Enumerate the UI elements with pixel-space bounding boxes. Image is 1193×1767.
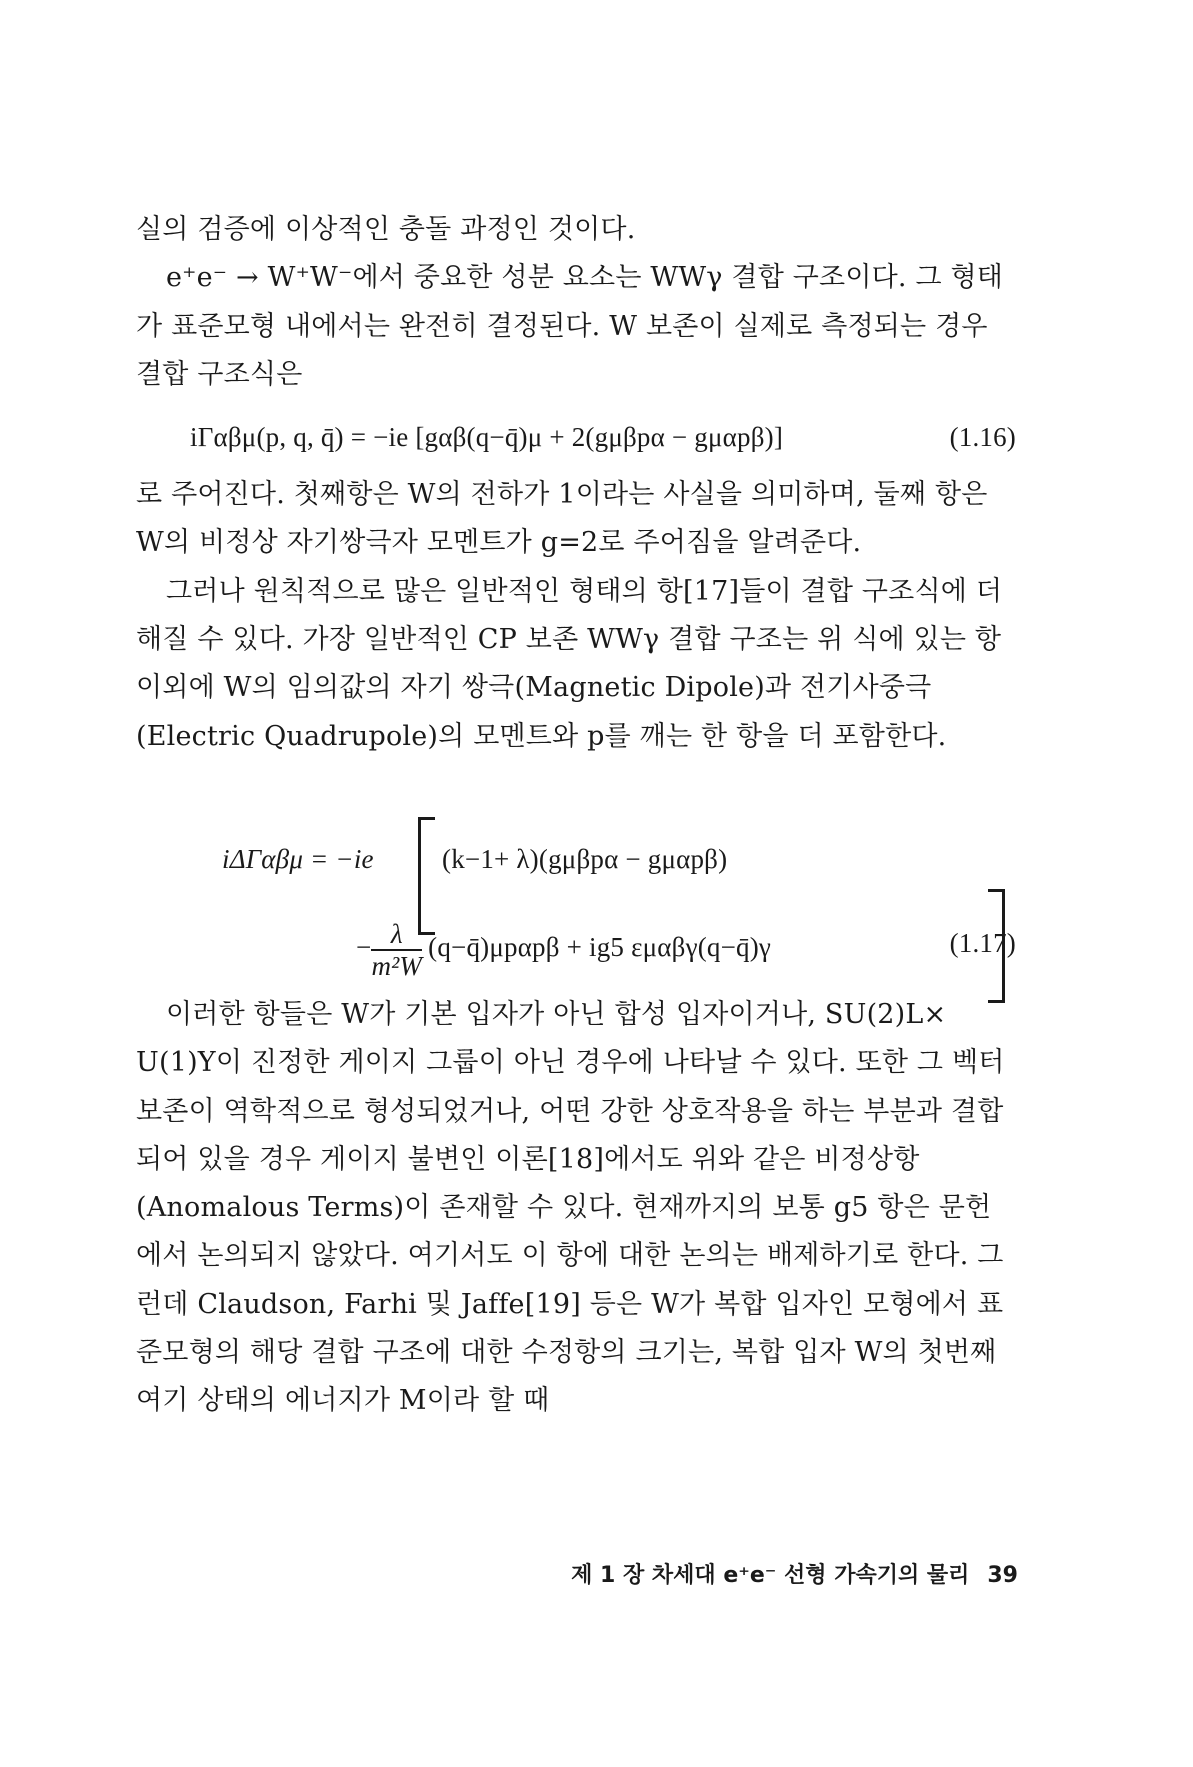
- body-text: [136, 206, 1016, 1426]
- equation-1-17-line1: (k−1+ λ)(gμβpα − gμαpβ): [442, 843, 728, 874]
- paragraph-charge-moment: 로 주어진다. 첫째항은 W의 전하가 1이라는 사실을 의미하며, 둘째 항은 W의 비정상 자기쌍극자 모멘트가 g=2로 주어짐을 알려준다.: [136, 479, 988, 559]
- equation-1-16: [136, 399, 1016, 471]
- equation-1-17-number: (1.17): [949, 927, 1016, 958]
- equation-1-16-number: (1.16): [949, 422, 1016, 453]
- equation-1-17-lhs: iΔΓαβμ = −ie: [222, 843, 374, 874]
- paragraph-general-terms: 그러나 원칙적으로 많은 일반적인 형태의 항[17]들이 결합 구조식에 더해질 수 있다. 가장 일반적인 CP 보존 WWγ 결합 구조는 위 식에 있는 항 이외에 W의 임의값의 자기 쌍극(Magnetic Dipole)과 전기사중극(Electric Quadrupole)의 모멘트와 p를 깨는 한 항을 더 포함한다.: [136, 575, 1003, 752]
- running-head: 제 1 장 차세대 e⁺e⁻ 선형 가속기의 물리: [571, 1563, 970, 1588]
- paragraph-continuation: 실의 검증에 이상적인 충돌 과정인 것이다.: [136, 214, 636, 245]
- equation-1-17-line2-terms: (q−q̄)μpαpβ + ig5 εμαβγ(q−q̄)γ: [428, 932, 772, 963]
- paragraph-wwg-coupling: e⁺e⁻ → W⁺W⁻에서 중요한 성분 요소는 WWγ 결합 구조이다. 그 형태가 표준모형 내에서는 완전히 결정된다. W 보존이 실제로 측정되는 경우 결합 구조식은: [136, 262, 1004, 390]
- paragraph-anomalous-terms: 이러한 항들은 W가 기본 입자가 아닌 합성 입자이거나, SU(2)L× U(1)Y이 진정한 게이지 그룹이 아닌 경우에 나타날 수 있다. 또한 그 벡터 보존이 역학적으로 형성되었거나, 어떤 강한 상호작용을 하는 부분과 결합되어 있을 경우 게이지 불변인 이론[18]에서도 위와 같은 비정상항(Anomalous Terms)이 존재할 수 있다. 현재까지의 보통 g5 항은 문헌에서 논의되지 않았다. 여기서도 이 항에 대한 논의는 배제하기로 한다. 그런데 Claudson, Farhi 및 Jaffe[19] 등은 W가 복합 입자인 모형에서 표준모형의 해당 결합 구조에 대한 수정항의 크기는, 복합 입자 W의 첫번째 여기 상태의 에너지가 M이라 할 때: [136, 998, 1005, 1417]
- equation-1-17-line2: − $\frac{\lambda}{\text{m²W}}$ (q−q̄)μpαpβ + ig5 εμαβγ(q−q̄)γ: [356, 918, 772, 981]
- lambda-over-mw-fraction: [371, 919, 422, 981]
- page-footer: [571, 1558, 1018, 1589]
- fraction-denominator: m²W: [371, 950, 423, 981]
- equation-1-17: [136, 761, 1016, 991]
- fraction-numerator: λ: [371, 919, 422, 951]
- equation-1-16-expression: iΓαβμ(p, q, q̄) = −ie [gαβ(q−q̄)μ + 2(gμβpα − gμαpβ)]: [190, 422, 784, 453]
- left-bracket: [418, 817, 435, 935]
- page-number: 39: [987, 1563, 1018, 1588]
